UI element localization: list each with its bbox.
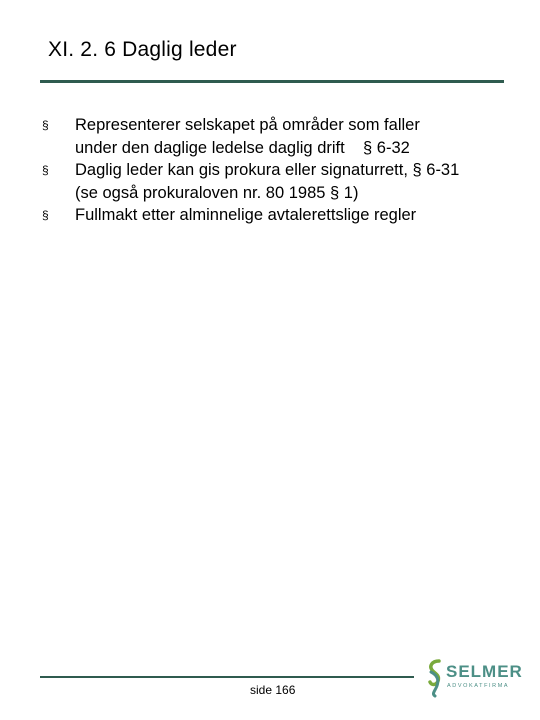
slide-title: XI. 2. 6 Daglig leder — [48, 38, 237, 61]
bullet-item — [42, 204, 512, 227]
bottom-divider — [40, 676, 414, 678]
bullet-marker: § — [42, 208, 49, 222]
bullet-marker: § — [42, 118, 49, 132]
top-divider — [40, 80, 504, 83]
bullet-text-line: under den daglige ledelse daglig drift § 6-32 — [75, 138, 410, 157]
bullet-text-line: Fullmakt etter alminnelige avtalerettslige regler — [75, 206, 417, 224]
bullet-text-line: Representerer selskapet på områder som faller — [75, 116, 420, 134]
logo-tagline: ADVOKATFIRMA — [447, 683, 510, 689]
bullet-list — [42, 114, 512, 227]
selmer-logo — [426, 656, 523, 700]
logo-wordmark: SELMER — [446, 662, 523, 681]
bullet-text-line: Daglig leder kan gis prokura eller signaturrett, § 6-31 — [75, 161, 460, 179]
bullet-text-line: (se også prokuraloven nr. 80 1985 § 1) — [75, 183, 359, 202]
bullet-item — [42, 159, 512, 204]
bullet-marker: § — [42, 163, 49, 177]
page-number: side 166 — [250, 683, 296, 697]
selmer-emblem-icon — [426, 658, 444, 698]
bullet-item — [42, 114, 512, 159]
